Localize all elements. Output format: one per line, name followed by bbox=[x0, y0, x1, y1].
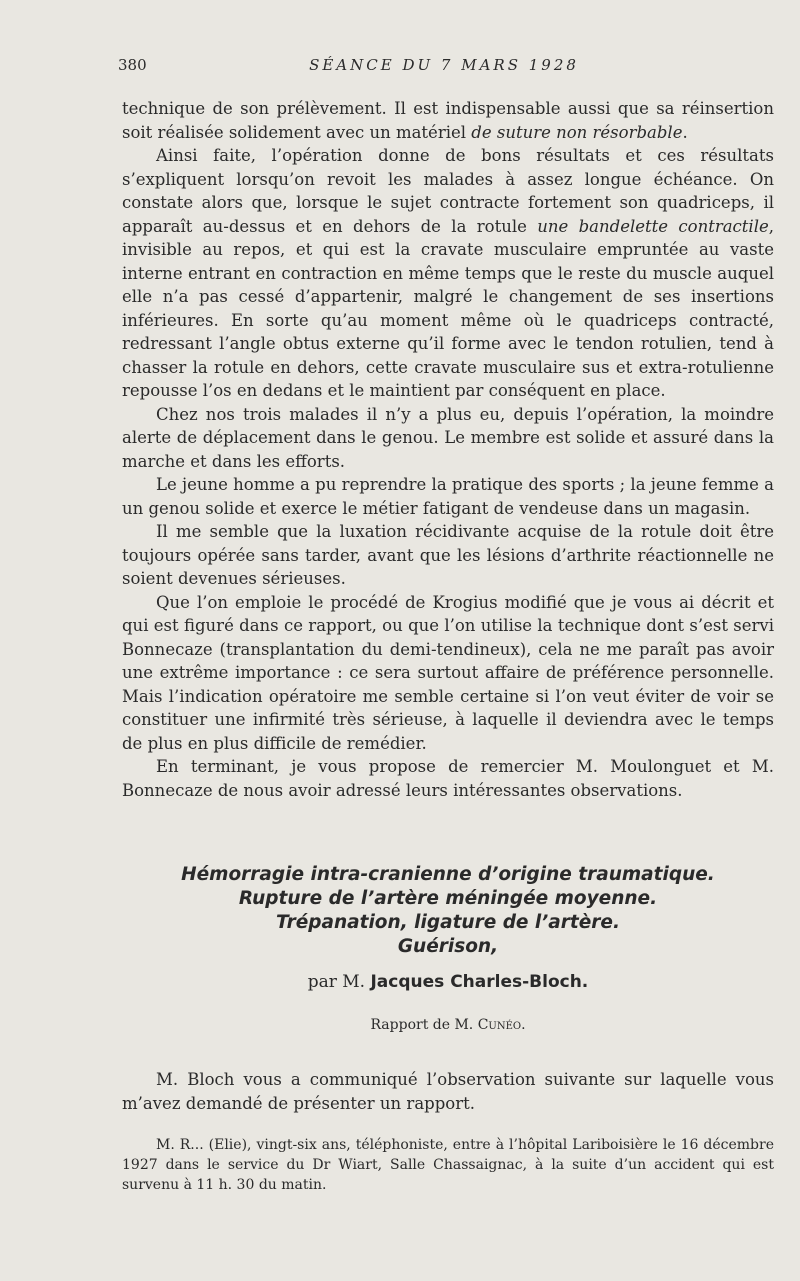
rapport-prefix: Rapport de M. bbox=[370, 1017, 474, 1033]
running-title: SÉANCE DU 7 MARS 1928 bbox=[309, 56, 579, 74]
paragraph: En terminant, je vous propose de remercier M. Moulonguet et M. Bonnecaze de nous avoir adressé leurs intéressantes observations. bbox=[122, 757, 774, 800]
title-line: Guérison, bbox=[397, 936, 499, 957]
rapporteur-name: Cunéo. bbox=[477, 1017, 526, 1033]
case-paragraph: M. R... (Elie), vingt-six ans, téléphoniste, entre à l’hôpital Lariboisière le 16 décembre 1927 dans le service du Dr Wiart, Salle Chassaignac, à la suite d’un accident qui est survenu à 11 h. 30 du matin. bbox=[122, 1137, 774, 1193]
intro-paragraph: M. Bloch vous a communiqué l’observation suivante sur laquelle vous m’avez demandé de présenter un rapport. bbox=[122, 1070, 774, 1113]
paragraph-text: . bbox=[682, 122, 688, 142]
paragraph: Le jeune homme a pu reprendre la pratique des sports ; la jeune femme a un genou solide et exerce le métier fatigant de vendeuse dans un magasin. bbox=[122, 475, 774, 518]
italic-phrase: une bandelette contractile bbox=[537, 216, 769, 236]
page-header bbox=[118, 56, 770, 80]
paragraph-text: , invisible au repos, et qui est la cravate musculaire empruntée au vaste interne entrant en contraction en même temps que le reste du muscle auquel elle n’a pas cessé d’appartenir, malgré le changement de ses insertions inférieures. En sorte qu’au moment même où le quadriceps contracté, redressant l’angle obtus externe qu’il forme avec le tendon rotulien, tend à chasser la rotule en dehors, cette cravate musculaire sus et extra-rotulienne repousse l’os en dedans et le maintient par conséquent en place. bbox=[122, 216, 774, 400]
paragraph-text: technique de son prélèvement. Il est indispensable aussi que sa réinsertion soit réalisée solidement avec un matériel bbox=[122, 99, 774, 142]
rapport-line bbox=[122, 1017, 774, 1033]
title-line: Hémorragie intra-cranienne d’origine traumatique. bbox=[181, 864, 715, 885]
paragraph-text: Ainsi faite, l’opération donne de bons résultats et ces résultats s’expliquent lorsqu’on revoit les malades à assez longue échéance. On constate alors que, lorsque le sujet contracte fortement son quadriceps, il apparaît au-dessus et en dehors de la rotule bbox=[122, 146, 774, 236]
paragraph: Que l’on emploie le procédé de Krogius modifié que je vous ai décrit et qui est figuré dans ce rapport, ou que l’on utilise la technique dont s’est servi Bonnecaze (transplantation du demi-tendineux), cela ne me paraît pas avoir une extrême importance : ce sera surtout affaire de préférence personnelle. Mais l’indication opératoire me semble certaine si l’on veut éviter de voir se constituer une infirmité très sérieuse, à laquelle il deviendra avec le temps de plus en plus difficile de remédier. bbox=[122, 592, 774, 753]
paragraph bbox=[122, 97, 774, 144]
paragraph bbox=[122, 144, 774, 403]
paragraph: Il me semble que la luxation récidivante acquise de la rotule doit être toujours opérée sans tarder, avant que les lésions d’arthrite réactionnelle ne soient devenues sérieuses. bbox=[122, 522, 774, 588]
italic-phrase: de suture non résorbable bbox=[471, 122, 683, 142]
title-line: Rupture de l’artère méningée moyenne. bbox=[238, 888, 658, 909]
author-prefix: par M. bbox=[307, 972, 366, 992]
article-title bbox=[122, 863, 774, 959]
author-line bbox=[122, 972, 774, 992]
paragraph: Chez nos trois malades il n’y a plus eu, depuis l’opération, la moindre alerte de déplacement dans le genou. Le membre est solide et assuré dans la marche et dans les efforts. bbox=[122, 404, 774, 471]
title-line: Trépanation, ligature de l’artère. bbox=[275, 912, 620, 933]
page-number: 380 bbox=[118, 56, 147, 74]
body-text bbox=[122, 97, 774, 802]
author-name: Jacques Charles-Bloch. bbox=[370, 972, 589, 992]
